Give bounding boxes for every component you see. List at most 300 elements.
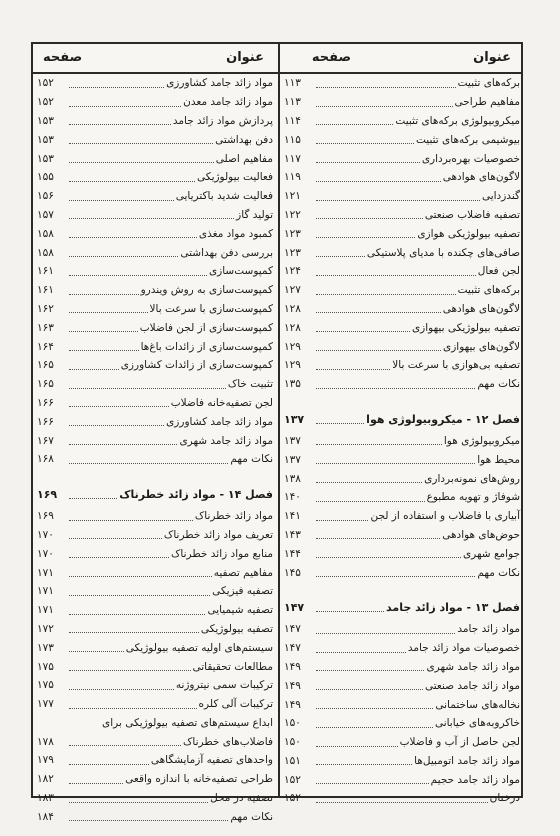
toc-entry-page: ۱۵۳ (37, 133, 54, 146)
toc-entry-page: ۱۷۱ (37, 585, 54, 598)
toc-chapter-heading (33, 483, 277, 507)
toc-entry (280, 469, 524, 488)
toc-entry-page: ۱۴۷ (284, 623, 301, 636)
toc-leader-dots (316, 116, 393, 125)
toc-entry-title: مواد زائد جامد کشاورزی (166, 77, 273, 90)
toc-entry-title: آبیاری با فاضلاب و استفاده از لجن (370, 510, 520, 523)
toc-entry (33, 601, 277, 620)
toc-leader-dots (316, 342, 441, 351)
toc-entry-title: نکات مهم (477, 566, 520, 579)
toc-entry-title: مواد زائد جامد شهری (179, 434, 273, 447)
toc-entry (33, 262, 277, 281)
toc-entry (33, 356, 277, 375)
toc-entry-page: ۱۵۵ (37, 171, 54, 184)
toc-leader-dots (69, 229, 197, 238)
toc-entry (280, 206, 524, 225)
toc-entry-page: ۱۶۶ (37, 396, 54, 409)
toc-entry (33, 431, 277, 450)
toc-entry-title: کمپوست‌سازی از لجن فاضلاب (139, 321, 273, 334)
toc-leader-dots (69, 417, 164, 426)
toc-leader-dots (69, 549, 169, 558)
toc-entry (280, 318, 524, 337)
toc-entry-page: ۱۶۱ (37, 265, 54, 278)
toc-entry (280, 658, 524, 677)
toc-leader-dots (316, 436, 442, 445)
toc-entry-title: صافی‌های چکنده با مدیای پلاستیکی (366, 246, 520, 259)
toc-leader-dots (69, 681, 174, 690)
toc-leader-dots (316, 286, 456, 295)
toc-entry (33, 526, 277, 545)
toc-entry-title: فصل ۱۴ - مواد زائد خطرناک (119, 488, 273, 502)
toc-leader-dots (316, 154, 420, 163)
toc-entry-page: ۱۷۲ (37, 622, 54, 635)
toc-entry-page: ۱۷۰ (37, 528, 54, 541)
toc-entry-title: مواد زائد جامد صنعتی (425, 679, 520, 692)
toc-leader-dots (316, 79, 456, 88)
toc-entry-title: فصل ۱۳ - مواد زائد جامد (386, 601, 520, 615)
toc-entry-title: نخاله‌های ساختمانی (435, 698, 520, 711)
toc-leader-dots (316, 512, 368, 521)
toc-leader-dots (316, 549, 461, 558)
toc-entry-title: لاگون‌های هوادهی (442, 171, 520, 184)
toc-entry (33, 507, 277, 526)
toc-entry-title: تولید گاز (236, 208, 273, 221)
toc-leader-dots (69, 812, 228, 821)
toc-entry-page: ۱۸۴ (37, 810, 54, 823)
toc-entry-page: ۱۲۹ (284, 340, 301, 353)
toc-entry (280, 130, 524, 149)
toc-entry-page: ۱۲۳ (284, 246, 301, 259)
toc-entry-page: ۱۴۰ (284, 491, 301, 504)
toc-leader-dots (316, 229, 415, 238)
toc-entry (33, 300, 277, 319)
toc-leader-dots (316, 530, 440, 539)
toc-entry-page: ۱۵۸ (37, 227, 54, 240)
toc-leader-dots (316, 603, 384, 612)
toc-leader-dots (316, 173, 441, 182)
toc-entry-title: منابع مواد زائد خطرناک (171, 547, 273, 560)
toc-leader-dots (69, 398, 169, 407)
toc-entry (33, 657, 277, 676)
toc-leader-dots (316, 568, 475, 577)
toc-entry-title: نکات مهم (230, 810, 273, 823)
toc-entry-page: ۱۲۸ (284, 321, 301, 334)
toc-leader-dots (316, 681, 423, 690)
toc-leader-dots (69, 737, 181, 746)
toc-leader-dots (316, 775, 429, 784)
toc-entry-page: ۱۳۷ (284, 434, 301, 447)
toc-entry-title: مفاهیم اصلی (215, 152, 273, 165)
toc-entry-title: لجن تصفیه‌خانه فاضلاب (170, 396, 273, 409)
toc-entry (33, 224, 277, 243)
toc-entry (33, 789, 277, 808)
toc-entry-page: ۱۷۷ (37, 698, 54, 711)
toc-entry-title: مفاهیم تصفیه (213, 566, 273, 579)
toc-entry-page: ۱۷۱ (37, 604, 54, 617)
toc-chapter-heading (280, 408, 524, 432)
toc-entry (33, 206, 277, 225)
toc-entry-title: بررسی دفن بهداشتی (180, 246, 273, 259)
toc-entry-page: ۱۵۶ (37, 190, 54, 203)
toc-entry-title: سیستم‌های اولیه تصفیه بیولوژیکی (125, 641, 273, 654)
toc-entry-title: دفن بهداشتی (215, 133, 273, 146)
toc-entry (33, 74, 277, 93)
toc-entry-page: ۱۵۰ (284, 736, 301, 749)
toc-entry-title: خصوصیات مواد زائد جامد (407, 642, 520, 655)
toc-entry-page: ۱۴۷ (284, 642, 301, 655)
toc-frame (31, 42, 523, 823)
toc-entry (33, 620, 277, 639)
toc-entry (280, 752, 524, 771)
toc-entry-page: ۱۲۴ (284, 265, 301, 278)
toc-entry-page: ۱۵۲ (37, 96, 54, 109)
toc-entry (33, 412, 277, 431)
toc-leader-dots (69, 173, 195, 182)
toc-entry-page: ۱۳۷ (284, 453, 301, 466)
toc-entry-title: نکات مهم (477, 378, 520, 391)
toc-entry-title: لجن حاصل از آب و فاضلاب (399, 736, 520, 749)
toc-entry-title: پردازش مواد زائد جامد (172, 114, 273, 127)
toc-leader-dots (69, 116, 171, 125)
toc-entry-page: ۱۷۹ (37, 754, 54, 767)
toc-entry-page: ۱۵۲ (37, 77, 54, 90)
toc-leader-dots (316, 98, 453, 107)
toc-leader-dots (316, 719, 433, 728)
toc-leader-dots (316, 474, 422, 483)
toc-entry-title: نکات مهم (230, 453, 273, 466)
toc-entry-page: ۱۴۵ (284, 566, 301, 579)
toc-entry-title: مواد زائد جامد (457, 623, 520, 636)
toc-entry-page: ۱۵۷ (37, 208, 54, 221)
toc-entry-title: فعالیت بیولوژیکی (197, 171, 273, 184)
toc-entry-title: لاگون‌های هوادهی (442, 302, 520, 315)
header-page-right: صفحه (311, 50, 351, 65)
toc-entry-title: کمپوست‌سازی به روش ویندرو (140, 284, 273, 297)
toc-entry (33, 187, 277, 206)
toc-leader-dots (316, 415, 364, 424)
toc-entry (33, 130, 277, 149)
toc-entry-page: ۱۷۰ (37, 547, 54, 560)
toc-entry-title: مطالعات تحقیقاتی (192, 660, 273, 673)
toc-entry-title: تصفیه فاضلاب صنعتی (424, 208, 520, 221)
toc-entry-title: مواد زائد جامد حجیم (430, 773, 520, 786)
header-page-left: صفحه (43, 50, 83, 65)
toc-entry-page: ۱۲۱ (284, 190, 301, 203)
toc-entry-title: خصوصیات بهره‌برداری (421, 152, 520, 165)
toc-entry-title: لاگون‌های بیهوازی (443, 340, 520, 353)
toc-leader-dots (69, 700, 197, 709)
toc-spacer (33, 469, 277, 483)
toc-leader-dots (69, 568, 212, 577)
toc-entry (280, 450, 524, 469)
toc-entry (33, 751, 277, 770)
toc-entry-page: ۱۶۴ (37, 340, 54, 353)
toc-entry-page: ۱۷۱ (37, 566, 54, 579)
toc-leader-dots (316, 248, 365, 257)
toc-entry-page: ۱۴۷ (284, 601, 305, 615)
toc-entry-page: ۱۵۲ (284, 792, 301, 805)
toc-leader-dots (69, 794, 208, 803)
toc-entry (280, 356, 524, 375)
toc-leader-dots (69, 662, 191, 671)
toc-entry-title: فصل ۱۲ - میکروبیولوژی هوا (366, 413, 520, 427)
toc-leader-dots (316, 455, 475, 464)
toc-entry-page: ۱۶۶ (37, 415, 54, 428)
toc-entry-title: تصفیه بی‌هوازی با سرعت بالا (392, 359, 520, 372)
toc-entry (280, 112, 524, 131)
toc-entry (33, 337, 277, 356)
toc-entry-page: ۱۶۵ (37, 378, 54, 391)
toc-entry (33, 318, 277, 337)
toc-entry-page: ۱۱۴ (284, 114, 301, 127)
toc-leader-dots (316, 738, 398, 747)
toc-entry (280, 507, 524, 526)
toc-entry-title: میکروبیولوژی برکه‌های تثبیت (395, 114, 520, 127)
toc-entry-page: ۱۳۷ (284, 413, 305, 427)
toc-entry (280, 93, 524, 112)
toc-entry (280, 337, 524, 356)
toc-spacer (280, 394, 524, 408)
toc-entry-page: ۱۷۵ (37, 660, 54, 673)
toc-entry (280, 789, 524, 808)
toc-leader-dots (69, 512, 193, 521)
header-title-right: عنوان (473, 50, 511, 65)
toc-entry (33, 168, 277, 187)
toc-entry (33, 281, 277, 300)
toc-entry-title: تصفیه فیزیکی (212, 585, 273, 598)
toc-column-left (33, 74, 277, 826)
toc-leader-dots (69, 643, 124, 652)
toc-entry-title: مواد زائد جامد اتومبیل‌ها (414, 754, 520, 767)
toc-entry (280, 733, 524, 752)
toc-entry (33, 714, 277, 733)
toc-entry-page: ۱۸۲ (37, 773, 54, 786)
toc-entry-title: مواد زائد جامد معدن (183, 96, 273, 109)
toc-entry (280, 770, 524, 789)
toc-entry-page: ۱۴۹ (284, 679, 301, 692)
toc-entry-page: ۱۵۱ (284, 754, 301, 767)
toc-entry (280, 488, 524, 507)
toc-entry-title: میکروبیولوژی هوا (443, 434, 520, 447)
toc-entry-page: ۱۳۸ (284, 472, 301, 485)
toc-entry-page: ۱۵۰ (284, 717, 301, 730)
toc-entry-page: ۱۲۸ (284, 302, 301, 315)
toc-leader-dots (69, 135, 213, 144)
toc-leader-dots (69, 267, 207, 276)
toc-leader-dots (69, 210, 234, 219)
toc-entry (280, 149, 524, 168)
toc-leader-dots (316, 493, 425, 502)
toc-leader-dots (316, 210, 423, 219)
toc-leader-dots (69, 624, 199, 633)
toc-leader-dots (69, 490, 117, 499)
toc-entry-page: ۱۴۴ (284, 547, 301, 560)
toc-entry-title: روش‌های نمونه‌برداری (424, 472, 520, 485)
toc-entry-title: ترکیبات آلی کلره (198, 698, 273, 711)
toc-leader-dots (316, 323, 410, 332)
toc-entry-page: ۱۱۷ (284, 152, 301, 165)
toc-entry-page: ۱۶۱ (37, 284, 54, 297)
toc-entry-title: طراحی تصفیه‌خانه با اندازه واقعی (125, 773, 273, 786)
toc-leader-dots (69, 98, 181, 107)
toc-entry-page: ۱۱۳ (284, 96, 301, 109)
toc-leader-dots (69, 380, 226, 389)
toc-leader-dots (69, 192, 174, 201)
toc-leader-dots (69, 248, 178, 257)
toc-entry-title: مواد زائد جامد کشاورزی (166, 415, 273, 428)
toc-leader-dots (316, 700, 433, 709)
toc-entry-title: تصفیه بیولوژیکی (200, 622, 273, 635)
toc-entry-page: ۱۵۲ (284, 773, 301, 786)
toc-entry (33, 770, 277, 789)
toc-entry (33, 243, 277, 262)
toc-entry-page: ۱۶۳ (37, 321, 54, 334)
toc-entry (280, 262, 524, 281)
toc-leader-dots (69, 79, 164, 88)
header-title-left: عنوان (226, 50, 264, 65)
toc-entry (33, 149, 277, 168)
toc-spacer (280, 582, 524, 596)
toc-entry-page: ۱۶۷ (37, 434, 54, 447)
toc-column-right (280, 74, 524, 808)
toc-entry-page: ۱۵۸ (37, 246, 54, 259)
toc-entry-title: جوامع شهری (462, 547, 520, 560)
toc-entry-title: ترکیبات سمی نیتروژنه (175, 679, 273, 692)
toc-entry-title: ابداع سیستم‌های تصفیه بیولوژیکی برای (102, 716, 273, 729)
toc-entry-title: بیوشیمی برکه‌های تثبیت (415, 133, 520, 146)
toc-entry-page: ۱۲۷ (284, 284, 301, 297)
toc-entry-title: خاکروبه‌های خیابانی (434, 717, 520, 730)
toc-entry-title: حوض‌های هوادهی (442, 528, 520, 541)
toc-entry (33, 676, 277, 695)
toc-leader-dots (316, 644, 406, 653)
toc-entry-page: ۱۳۵ (284, 378, 301, 391)
toc-entry-page: ۱۶۹ (37, 510, 54, 523)
toc-leader-dots (316, 267, 476, 276)
toc-entry-title: کمبود مواد مغذی (198, 227, 273, 240)
toc-entry-page: ۱۵۳ (37, 152, 54, 165)
toc-leader-dots (69, 154, 214, 163)
toc-leader-dots (69, 775, 123, 784)
toc-entry-title: کمپوست‌سازی از زائدات باغ‌ها (140, 340, 273, 353)
toc-entry-page: ۱۷۳ (37, 641, 54, 654)
toc-entry-page: ۱۴۱ (284, 510, 301, 523)
toc-entry-page: ۱۶۵ (37, 359, 54, 372)
toc-entry (280, 432, 524, 451)
toc-entry-page: ۱۴۹ (284, 698, 301, 711)
toc-entry-page: ۱۶۹ (37, 488, 58, 502)
toc-entry (33, 450, 277, 469)
toc-entry (280, 676, 524, 695)
toc-entry-title: محیط هوا (477, 453, 520, 466)
toc-leader-dots (69, 756, 149, 765)
toc-entry-page: ۱۱۵ (284, 133, 301, 146)
toc-entry-title: فاضلاب‌های خطرناک (183, 735, 273, 748)
toc-entry-page: ۱۷۸ (37, 735, 54, 748)
toc-entry-page: ۱۲۹ (284, 359, 301, 372)
toc-entry-title: فعالیت شدید باکتریایی (175, 190, 273, 203)
toc-entry-title: تصفیه در محل (210, 792, 273, 805)
toc-entry (280, 620, 524, 639)
toc-entry (280, 375, 524, 394)
toc-entry-page: ۱۲۲ (284, 208, 301, 221)
toc-leader-dots (316, 380, 475, 389)
toc-entry-page: ۱۷۵ (37, 679, 54, 692)
toc-entry-page: ۱۲۳ (284, 227, 301, 240)
toc-entry (280, 168, 524, 187)
toc-entry-page: ۱۶۲ (37, 302, 54, 315)
toc-leader-dots (316, 361, 390, 370)
toc-entry (280, 243, 524, 262)
toc-leader-dots (69, 455, 228, 464)
toc-entry-title: برکه‌های تثبیت (457, 284, 520, 297)
toc-entry-title: تصفیه بیولوژیکی بیهوازی (411, 321, 520, 334)
toc-entry (280, 526, 524, 545)
toc-leader-dots (69, 587, 210, 596)
toc-entry-title: لجن فعال (477, 265, 520, 278)
toc-leader-dots (316, 756, 412, 765)
toc-leader-dots (69, 323, 138, 332)
toc-leader-dots (316, 304, 441, 313)
toc-entry (33, 582, 277, 601)
toc-entry (33, 394, 277, 413)
toc-leader-dots (69, 436, 177, 445)
toc-leader-dots (316, 135, 414, 144)
toc-entry (280, 224, 524, 243)
toc-entry (280, 300, 524, 319)
toc-entry-title: تصفیه شیمیایی (207, 604, 273, 617)
toc-leader-dots (316, 662, 424, 671)
toc-entry (280, 187, 524, 206)
toc-leader-dots (69, 286, 139, 295)
toc-entry-page: ۱۶۸ (37, 453, 54, 466)
toc-entry (33, 807, 277, 826)
toc-entry (280, 563, 524, 582)
toc-entry (33, 93, 277, 112)
toc-header (33, 44, 521, 74)
toc-leader-dots (69, 342, 139, 351)
toc-leader-dots (316, 794, 488, 803)
toc-entry (280, 74, 524, 93)
toc-entry-title: درختان (489, 792, 520, 805)
toc-entry-page: ۱۴۹ (284, 660, 301, 673)
toc-entry-page: ۱۸۳ (37, 792, 54, 805)
toc-entry (280, 714, 524, 733)
toc-entry (33, 112, 277, 131)
toc-entry-title: مواد زائد جامد شهری (426, 660, 520, 673)
toc-entry-title: گندزدایی (481, 190, 520, 203)
toc-entry (33, 544, 277, 563)
toc-entry-title: کمپوست‌سازی از زائدات کشاورزی (120, 359, 273, 372)
toc-leader-dots (316, 192, 480, 201)
toc-entry (33, 375, 277, 394)
toc-entry (280, 639, 524, 658)
toc-entry (33, 563, 277, 582)
toc-entry-page: ۱۴۳ (284, 528, 301, 541)
toc-leader-dots (69, 606, 205, 615)
toc-entry-title: واحدهای تصفیه آزمایشگاهی (150, 754, 273, 767)
toc-entry-title: شوفاژ و تهویه مطبوع (426, 491, 520, 504)
toc-entry (33, 638, 277, 657)
toc-entry-page: ۱۱۳ (284, 77, 301, 90)
toc-leader-dots (69, 530, 162, 539)
toc-entry (280, 544, 524, 563)
toc-leader-dots (69, 304, 148, 313)
toc-chapter-heading (280, 596, 524, 620)
toc-entry-title: کمپوست‌سازی با سرعت بالا (149, 302, 273, 315)
toc-entry-title: برکه‌های تثبیت (457, 77, 520, 90)
toc-entry-title: تعریف مواد زائد خطرناک (163, 528, 273, 541)
